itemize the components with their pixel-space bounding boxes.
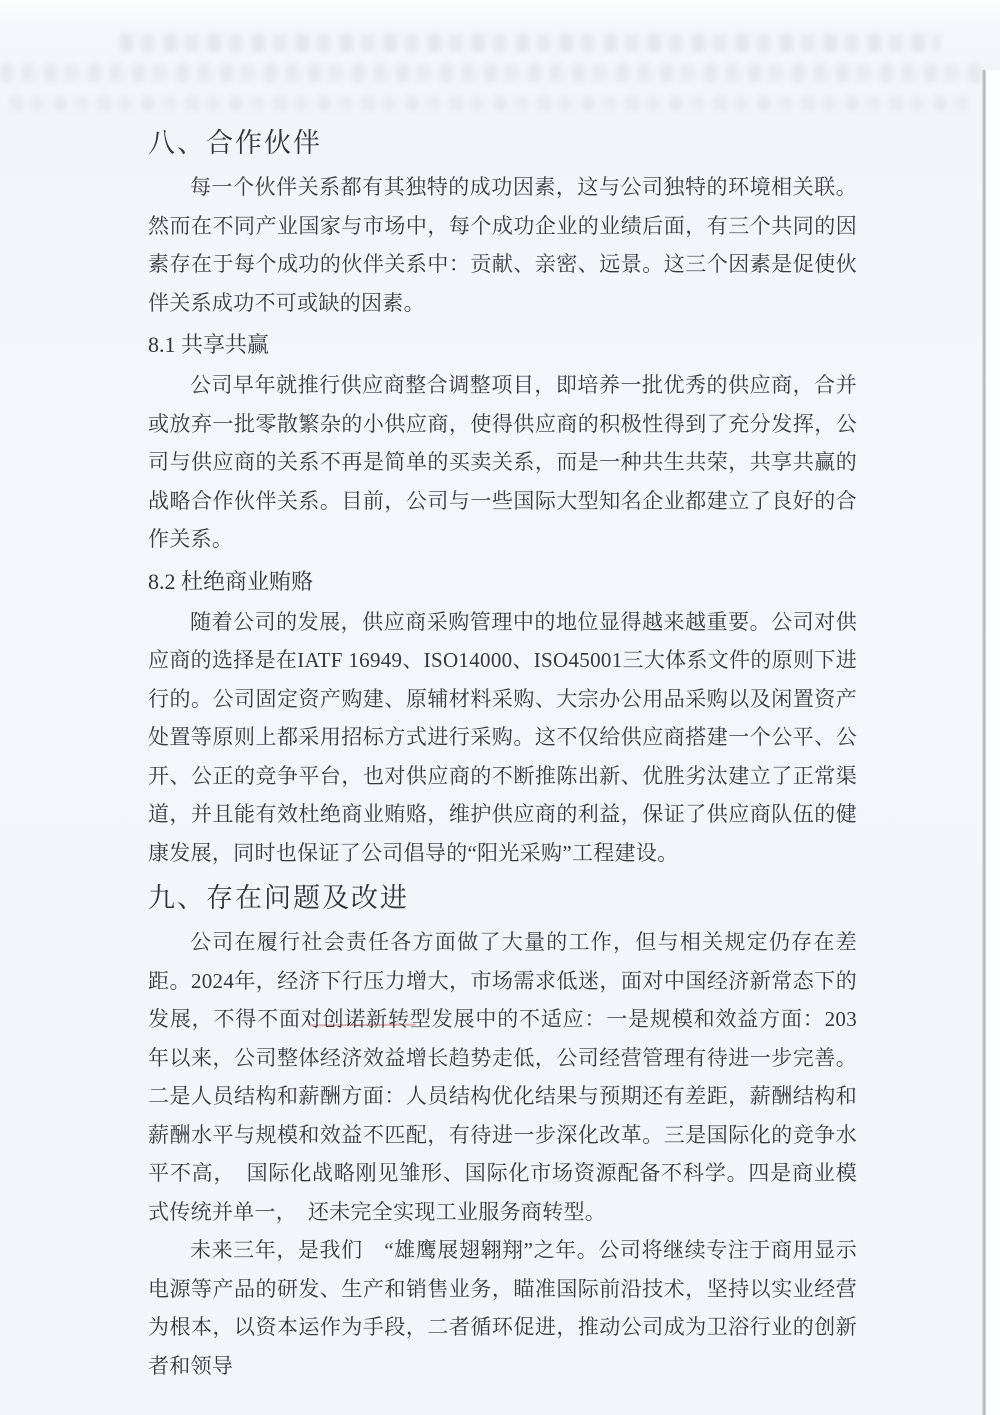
paragraph-partners-intro: 每一个伙伴关系都有其独特的成功因素，这与公司独特的环境相关联。然而在不同产业国家与市场中，每个成功企业的业绩后面，有三个共同的因素存在于每个成功的伙伴关系中：贡献、亲密、远景。这三个因素是促使伙伴关系成功不可或缺的因素。: [148, 175, 857, 315]
bleed-through-artifact: [10, 96, 970, 111]
paragraph-procurement-principles: 随着公司的发展，供应商采购管理中的地位显得越来越重要。公司对供应商的选择是在IATF 16949、ISO14000、ISO45001三大体系文件的原则下进行的。公司固定资产购建、原辅材料采购、大宗办公用品采购以及闲置资产处置等原则上都采用招标方式进行采购。这不仅给供应商搭建一个公平、公开、公正的竞争平台，也对供应商的不断推陈出新、优胜劣汰建立了正常渠道，并且能有效杜绝商业贿赂，维护供应商的利益，保证了供应商队伍的健康发展，同时也保证了公司倡导的“阳光采购”工程建设。: [148, 609, 857, 865]
paragraph-supplier-integration: 公司早年就推行供应商整合调整项目，即培养一批优秀的供应商，合并或放弃一批零散繁杂的小供应商，使得供应商的积极性得到了充分发挥，公司与供应商的关系不再是简单的买卖关系，而是一种共生共荣，共享共赢的战略合作伙伴关系。目前，公司与一些国际大型知名企业都建立了良好的合作关系。: [148, 373, 857, 551]
paragraph-future-outlook: 未来三年，是我们 “雄鹰展翅翱翔”之年。公司将继续专注于商用显示电源等产品的研发、生产和销售业务，瞄准国际前沿技术，坚持以实业经营为根本，以资本运作为手段，二者循环促进，推动公司成为卫浴行业的创新者和领导: [148, 1238, 857, 1378]
document-content: [148, 122, 857, 1385]
paragraph-existing-problems: 公司在履行社会责任各方面做了大量的工作，但与相关规定仍存在差距。2024年，经济下行压力增大，市场需求低迷，面对中国经济新常态下的发展，不得不面对创诺新转型发展中的不适应：一是规模和效益方面：203年以来，公司整体经济效益增长趋势走低，公司经营管理有待进一步完善。二是人员结构和薪酬方面：人员结构优化结果与预期还有差距，薪酬结构和薪酬水平与规模和效益不匹配，有待进一步深化改革。三是国际化的竞争水平不高， 国际化战略刚见雏形、国际化市场资源配备不科学。四是商业模式传统并单一， 还未完全实现工业服务商转型。: [148, 930, 857, 1224]
scan-edge-line: [982, 70, 986, 1415]
scan-edge-margin: [986, 70, 1000, 1415]
bleed-through-artifact: [0, 64, 990, 82]
subsection-heading-shared-win: 8.1 共享共赢: [148, 332, 270, 357]
section-heading-partners: 八、合作伙伴: [148, 128, 322, 158]
subsection-heading-anti-bribery: 8.2 杜绝商业贿赂: [148, 568, 314, 594]
section-heading-problems-improvement: 九、存在问题及改进: [148, 883, 409, 913]
bleed-through-artifact: [120, 34, 940, 52]
